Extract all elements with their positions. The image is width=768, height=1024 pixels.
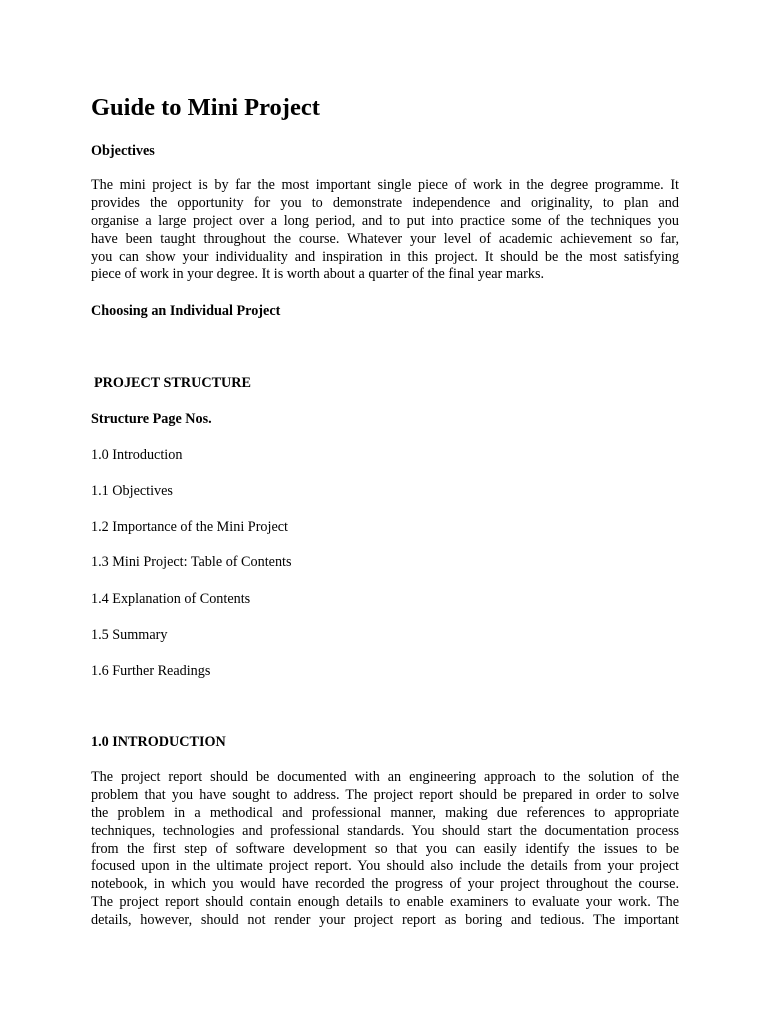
toc-item: 1.0 Introduction [91, 447, 183, 463]
paragraph-line: you can show your individuality and inspiration in this project. It should be the most satisfying [91, 248, 679, 265]
paragraph-line: The project report should be documented with an engineering approach to the solution of the [91, 769, 679, 785]
paragraph-line: problem that you have sought to address. The project report should be prepared in order to solve [91, 786, 679, 803]
paragraph-line: The mini project is by far the most important single piece of work in the degree programme. It [91, 177, 679, 193]
objectives-heading: Objectives [91, 143, 155, 159]
paragraph-line: details, however, should not render your project report as boring and tedious. The important [91, 912, 679, 929]
paragraph-line: focused upon in the ultimate project report. You should also include the details from your project [91, 858, 679, 875]
paragraph-line: the problem in a methodical and professional manner, making due references to appropriate [91, 804, 679, 821]
toc-item: 1.2 Importance of the Mini Project [91, 519, 288, 535]
paragraph-line: have been taught throughout the course. Whatever your level of academic achievement so far, [91, 230, 679, 247]
paragraph-line: provides the opportunity for you to demonstrate independence and originality, to plan and [91, 194, 679, 211]
document-title: Guide to Mini Project [91, 94, 320, 121]
paragraph-line: techniques, technologies and professional standards. You should start the documentation process [91, 822, 679, 839]
objectives-paragraph [91, 177, 679, 284]
paragraph-line: organise a large project over a long period, and to put into practice some of the techniques you [91, 212, 679, 229]
introduction-paragraph [91, 769, 679, 930]
paragraph-line: piece of work in your degree. It is worth about a quarter of the final year marks. [91, 266, 545, 283]
structure-subheading: Structure Page Nos. [91, 411, 212, 427]
toc-item: 1.6 Further Readings [91, 663, 211, 679]
toc-item: 1.5 Summary [91, 627, 168, 643]
toc-item: 1.3 Mini Project: Table of Contents [91, 554, 292, 570]
toc-item: 1.4 Explanation of Contents [91, 591, 251, 607]
project-structure-heading: PROJECT STRUCTURE [94, 375, 252, 391]
paragraph-line: notebook, in which you would have recorded the progress of your project throughout the course. [91, 876, 679, 893]
choosing-project-heading: Choosing an Individual Project [91, 303, 281, 319]
introduction-heading: 1.0 INTRODUCTION [91, 734, 226, 750]
paragraph-line: from the first step of software development so that you can easily identify the issues to be [91, 840, 679, 857]
paragraph-line: The project report should contain enough details to enable examiners to evaluate your work. The [91, 894, 679, 911]
toc-item: 1.1 Objectives [91, 483, 173, 499]
